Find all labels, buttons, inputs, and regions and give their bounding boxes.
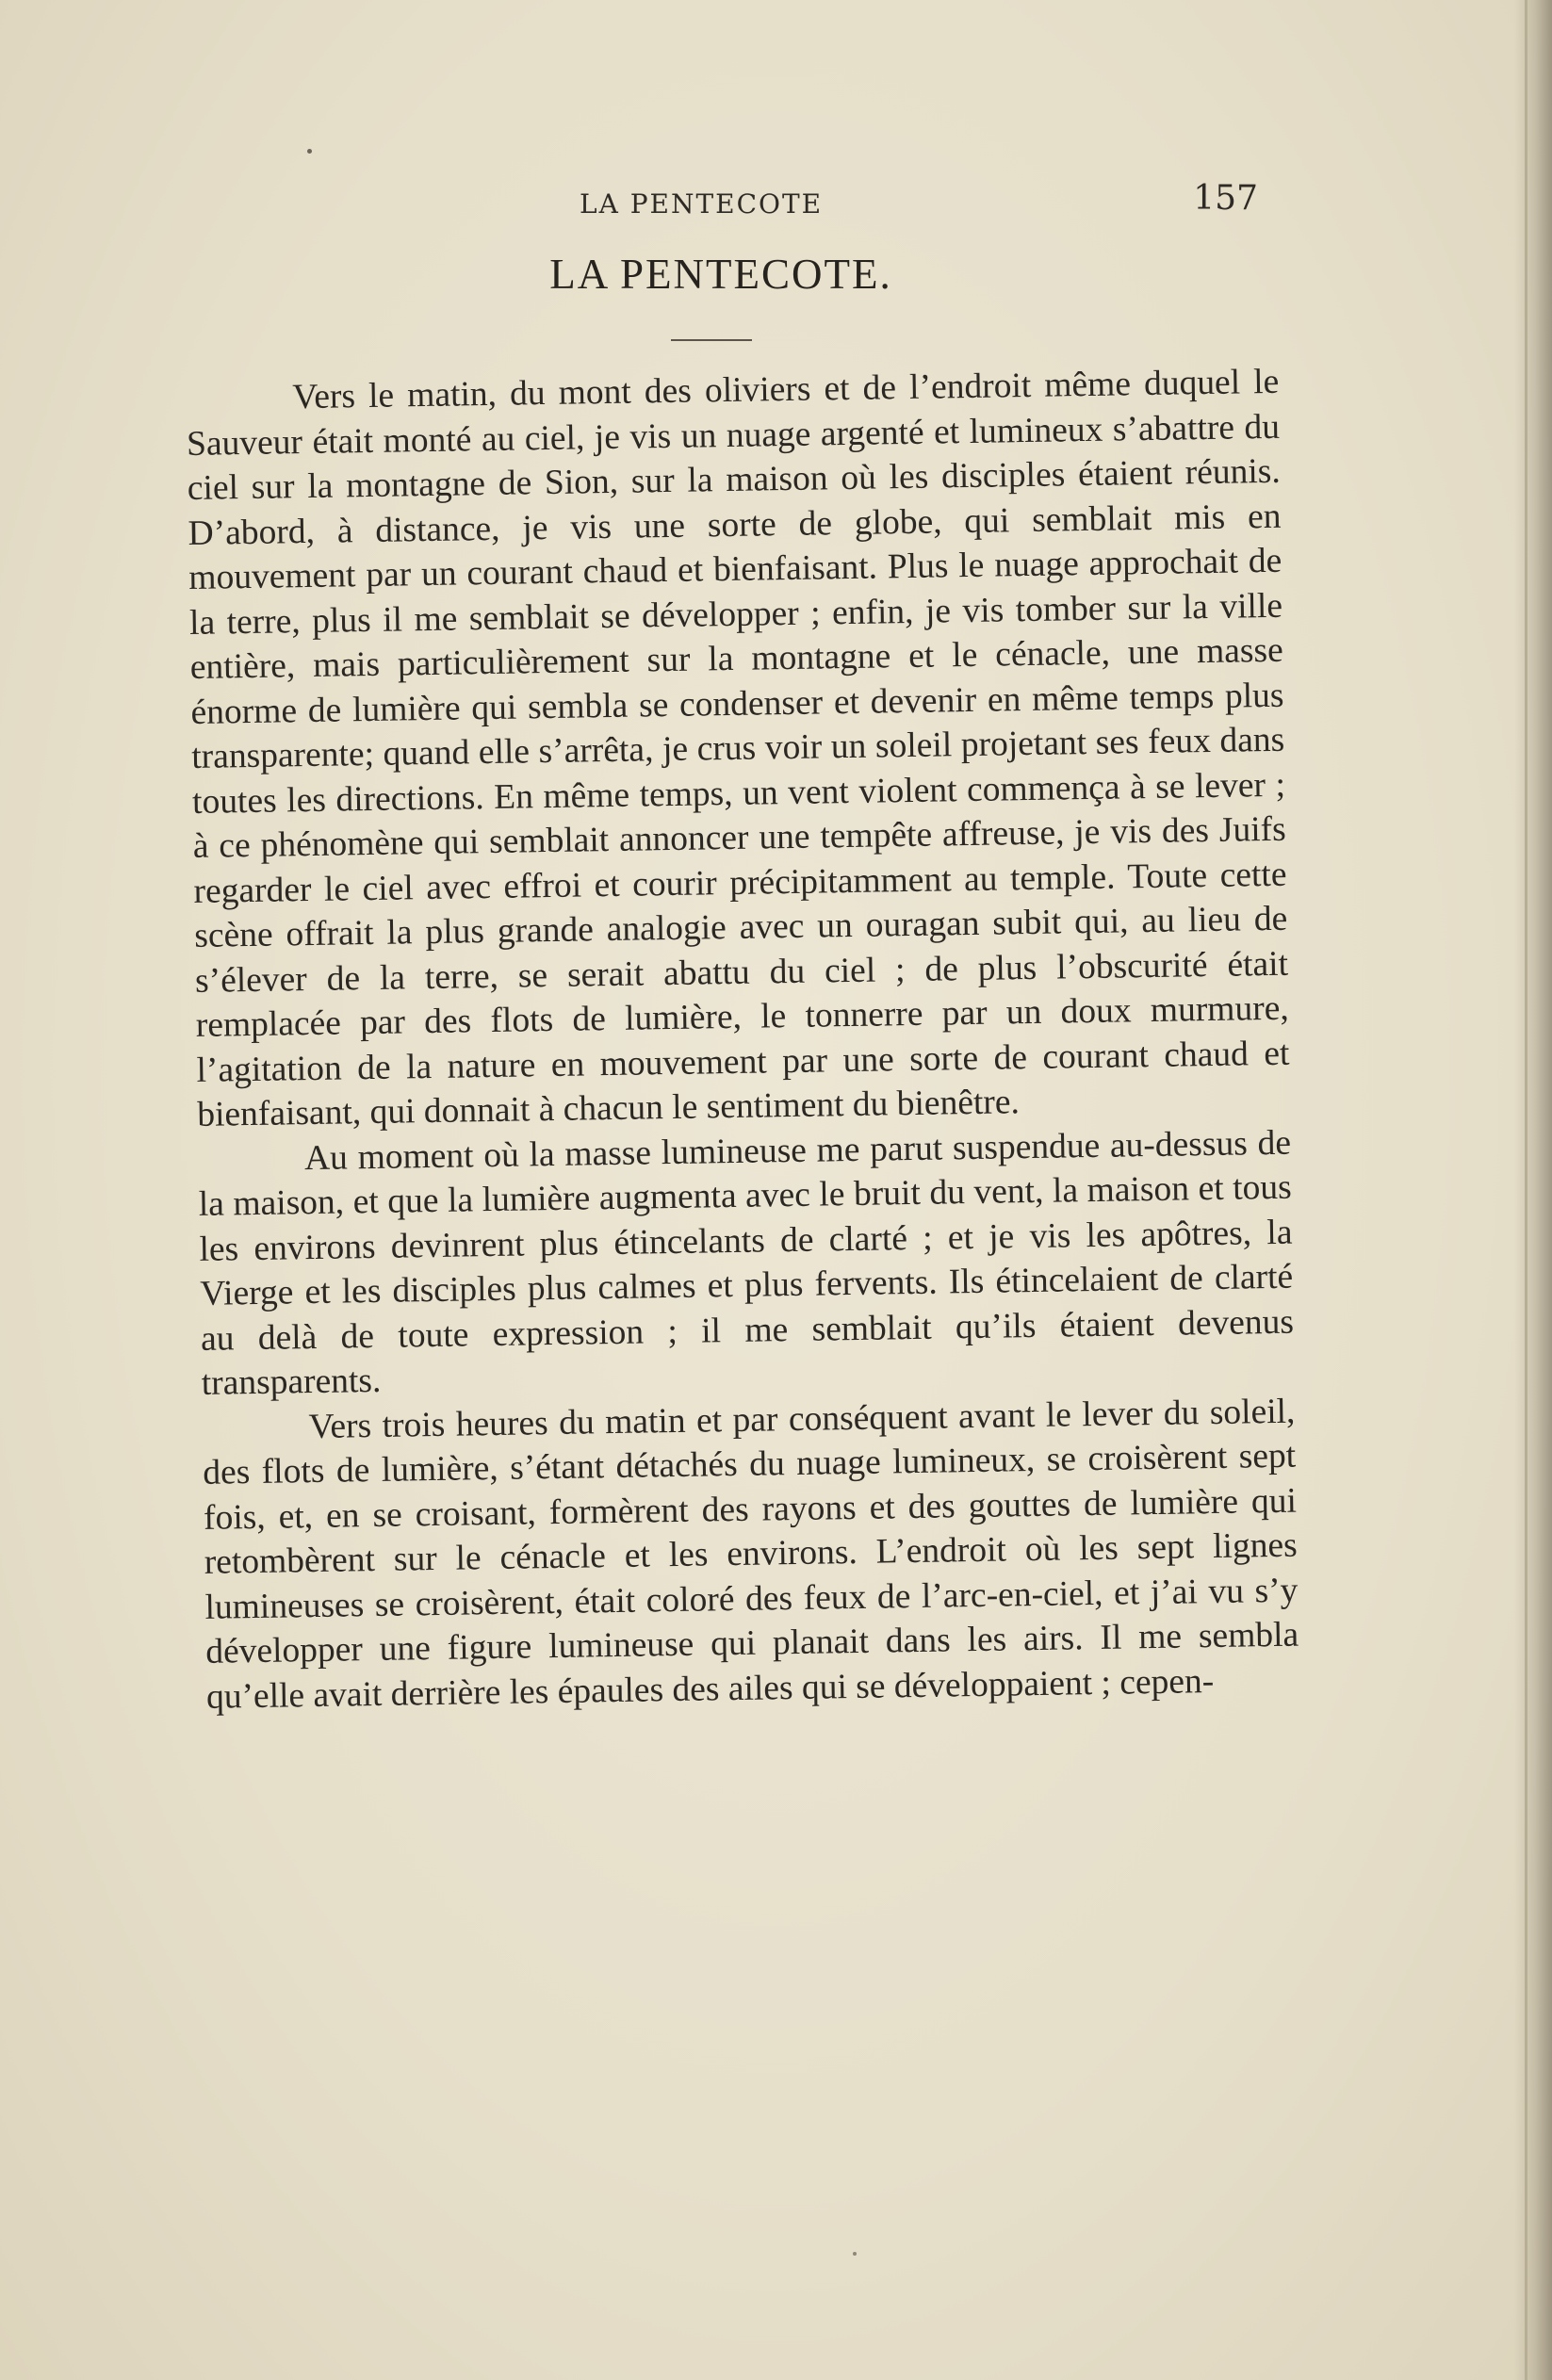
- running-title: LA PENTECOTE: [580, 188, 824, 220]
- paper-speck: [853, 2252, 857, 2256]
- running-header: [184, 179, 1258, 226]
- title-rule: [671, 339, 752, 341]
- binding-edge-line: [1525, 0, 1527, 2380]
- body-text: [186, 360, 1299, 1720]
- paper-speck: [307, 149, 312, 154]
- paragraph: Au moment où la masse lumineuse me parut suspendue au-dessus de la maison, et que la lumière augmenta avec le bruit du vent, la maison et tous les environs devinrent plus étincelants de clarté ; et je vis les apôtres, la Vierge et les disciples plus calmes et plus fervents. Ils étincelaient de clarté au delà de toute expression ; il me semblait qu’ils étaient devenus transparents.: [198, 1123, 1295, 1403]
- page-number: 157: [1193, 179, 1258, 218]
- chapter-title: LA PENTECOTE.: [549, 251, 892, 298]
- binding-shadow: [1514, 0, 1552, 2380]
- paragraph: Vers le matin, du mont des oliviers et de l’endroit même duquel le Sauveur était monté au ciel, je vis un nuage argenté et lumineux s’abattre du ciel sur la montagne de Sion, sur la maison où les disciples étaient réunis. D’abord, à distance, je vis une sorte de globe, qui semblait mis en mouvement par un courant chaud et bienfaisant. Plus le nuage approchait de la terre, plus il me semblait se développer ; enfin, je vis tomber sur la ville entière, mais particulièrement sur la montagne et le cénacle, une masse énorme de lumière qui sembla se condenser et devenir en même temps plus transparente; quand elle s’arrêta, je crus voir un soleil projetant ses feux dans toutes les directions. En même temps, un vent violent commença à se lever ; à ce phénomène qui semblait annoncer une tempête affreuse, je vis des Juifs regarder le ciel avec effroi et courir précipitamment au temple. Toute cette scène offrait la plus grande analogie avec un ouragan subit qui, au lieu de s’élever de la terre, se serait abattu du ciel ; de plus l’obscurité était remplacée par des flots de lumière, le tonnerre par un doux murmure, l’agitation de la nature en mouvement par une sorte de courant chaud et bienfaisant, qui donnait à chacun le sentiment du bienêtre.: [186, 362, 1290, 1134]
- paragraph: Vers trois heures du matin et par conséquent avant le lever du soleil, des flots de lumière, s’étant détachés du nuage lumineux, se croisèrent sept fois, et, en se croisant, formèrent des rayons et des gouttes de lumière qui retombèrent sur le cénacle et les environs. L’endroit où les sept lignes lumineuses se croisèrent, était coloré des feux de l’arc-en-ciel, et j’ai vu s’y développer une figure lumineuse qui planait dans les airs. Il me sembla qu’elle avait derrière les épaules des ailes qui se développaient ; cepen-: [202, 1392, 1299, 1717]
